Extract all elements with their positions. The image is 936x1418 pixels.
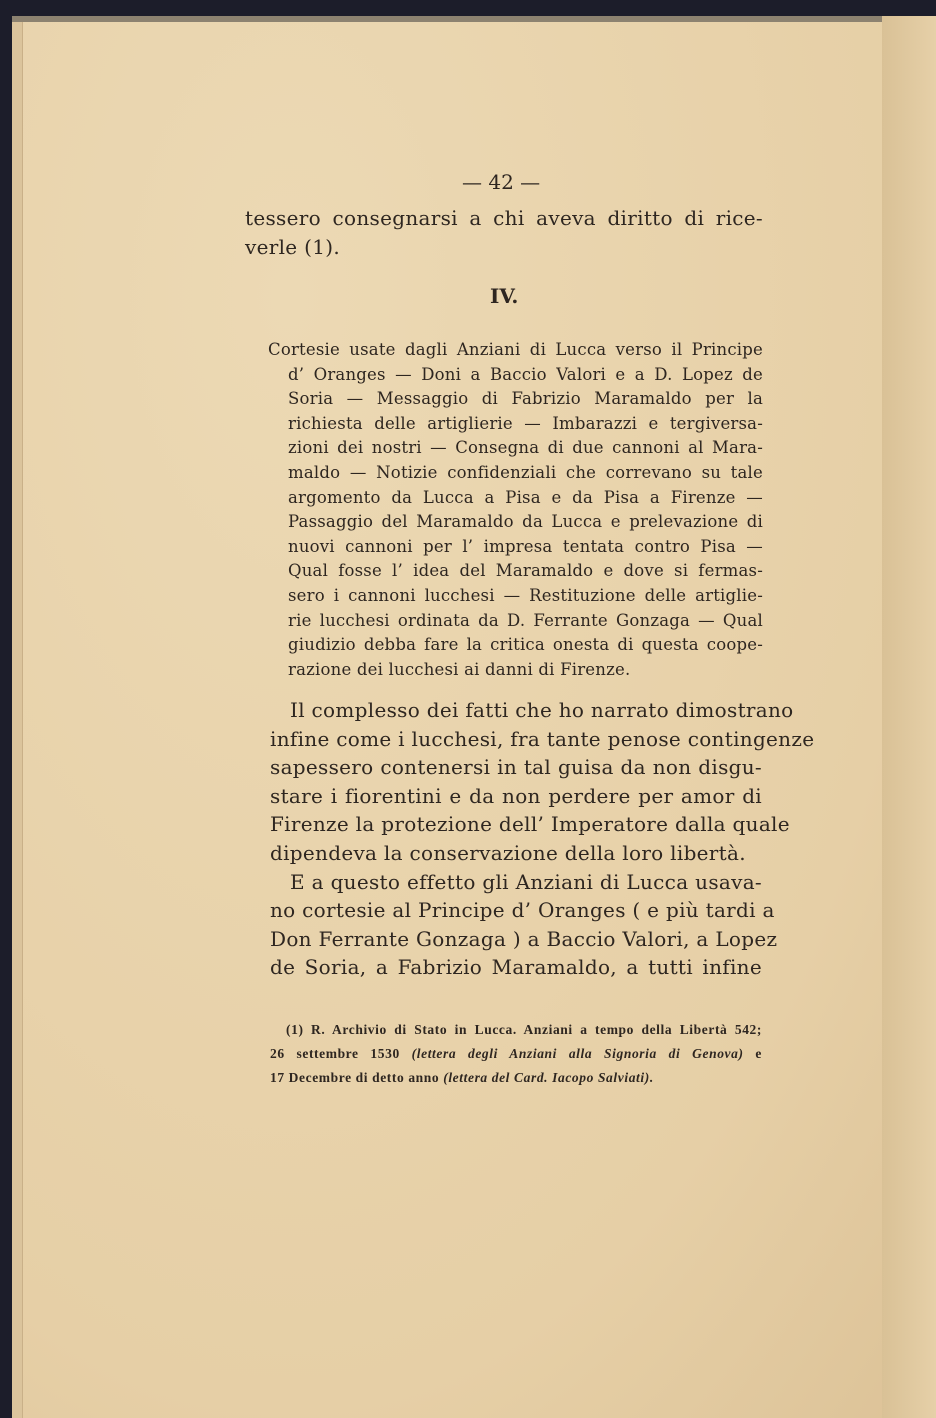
text-line: E a questo effetto gli Anziani di Lucca usava- (290, 869, 762, 894)
text-line: no cortesie al Principe d’ Oranges ( e più tardi a (270, 898, 775, 923)
text-line: dipendeva la conservazione della loro libertà. (270, 841, 746, 865)
text-line: de Soria, a Fabrizio Maramaldo, a tutti infine (270, 955, 762, 980)
text-line: Don Ferrante Gonzaga ) a Baccio Valori, a Lopez (270, 926, 778, 951)
text-line: Il complesso dei fatti che ho narrato dimostrano (290, 698, 794, 722)
text-line: Firenze la protezione dell’ Imperatore dalla quale (270, 812, 790, 837)
footnote-line: 26 settembre 1530 (lettera degli Anziani alla Signoria di Genova) e (270, 1046, 762, 1061)
page-number: — 42 — (462, 170, 541, 194)
page-top-edge (12, 16, 936, 22)
text-line: richiesta delle artiglierie — Imbarazzi e tergiversa- (288, 413, 763, 433)
text-line: Cortesie usate dagli Anziani di Lucca verso il Principe (268, 340, 763, 359)
text-line: rie lucchesi ordinata da D. Ferrante Gonzaga — Qual (288, 610, 763, 630)
text-line: Qual fosse l’ idea del Maramaldo e dove si fermas- (288, 561, 763, 581)
text-line: maldo — Notizie confidenziali che correvano su tale (288, 463, 763, 482)
text-line: Soria — Messaggio di Fabrizio Maramaldo per la (288, 389, 763, 409)
footnote-line: 17 Decembre di detto anno (lettera del Card. Iacopo Salviati). (270, 1070, 654, 1085)
text-line: tessero consegnarsi a chi aveva diritto di rice- (245, 206, 763, 230)
text-line: Passaggio del Maramaldo da Lucca e prelevazione di (288, 512, 763, 532)
text-line: zioni dei nostri — Consegna di due cannoni al Mara- (288, 438, 763, 458)
text-line: razione dei lucchesi ai danni di Firenze. (288, 659, 631, 679)
page-right-fold (882, 16, 936, 1418)
footnote-line: (1) R. Archivio di Stato in Lucca. Anziani a tempo della Libertà 542; (286, 1022, 762, 1037)
text-line: sero i cannoni lucchesi — Restituzione delle artiglie- (288, 586, 763, 605)
text-line: d’ Oranges — Doni a Baccio Valori e a D. Lopez de (288, 364, 763, 384)
text-line: verle (1). (245, 235, 340, 259)
text-line: nuovi cannoni per l’ impresa tentata contro Pisa — (288, 536, 763, 556)
text-line: infine come i lucchesi, fra tante penose contingenze (270, 726, 815, 751)
section-heading: IV. (490, 284, 519, 308)
page-left-fold (12, 22, 23, 1418)
text-line: stare i fiorentini e da non perdere per amor di (270, 783, 762, 808)
text-line: argomento da Lucca a Pisa e da Pisa a Firenze — (288, 487, 763, 507)
text-line: sapessero contenersi in tal guisa da non disgu- (270, 755, 762, 780)
text-line: giudizio debba fare la critica onesta di questa coope- (288, 635, 763, 655)
